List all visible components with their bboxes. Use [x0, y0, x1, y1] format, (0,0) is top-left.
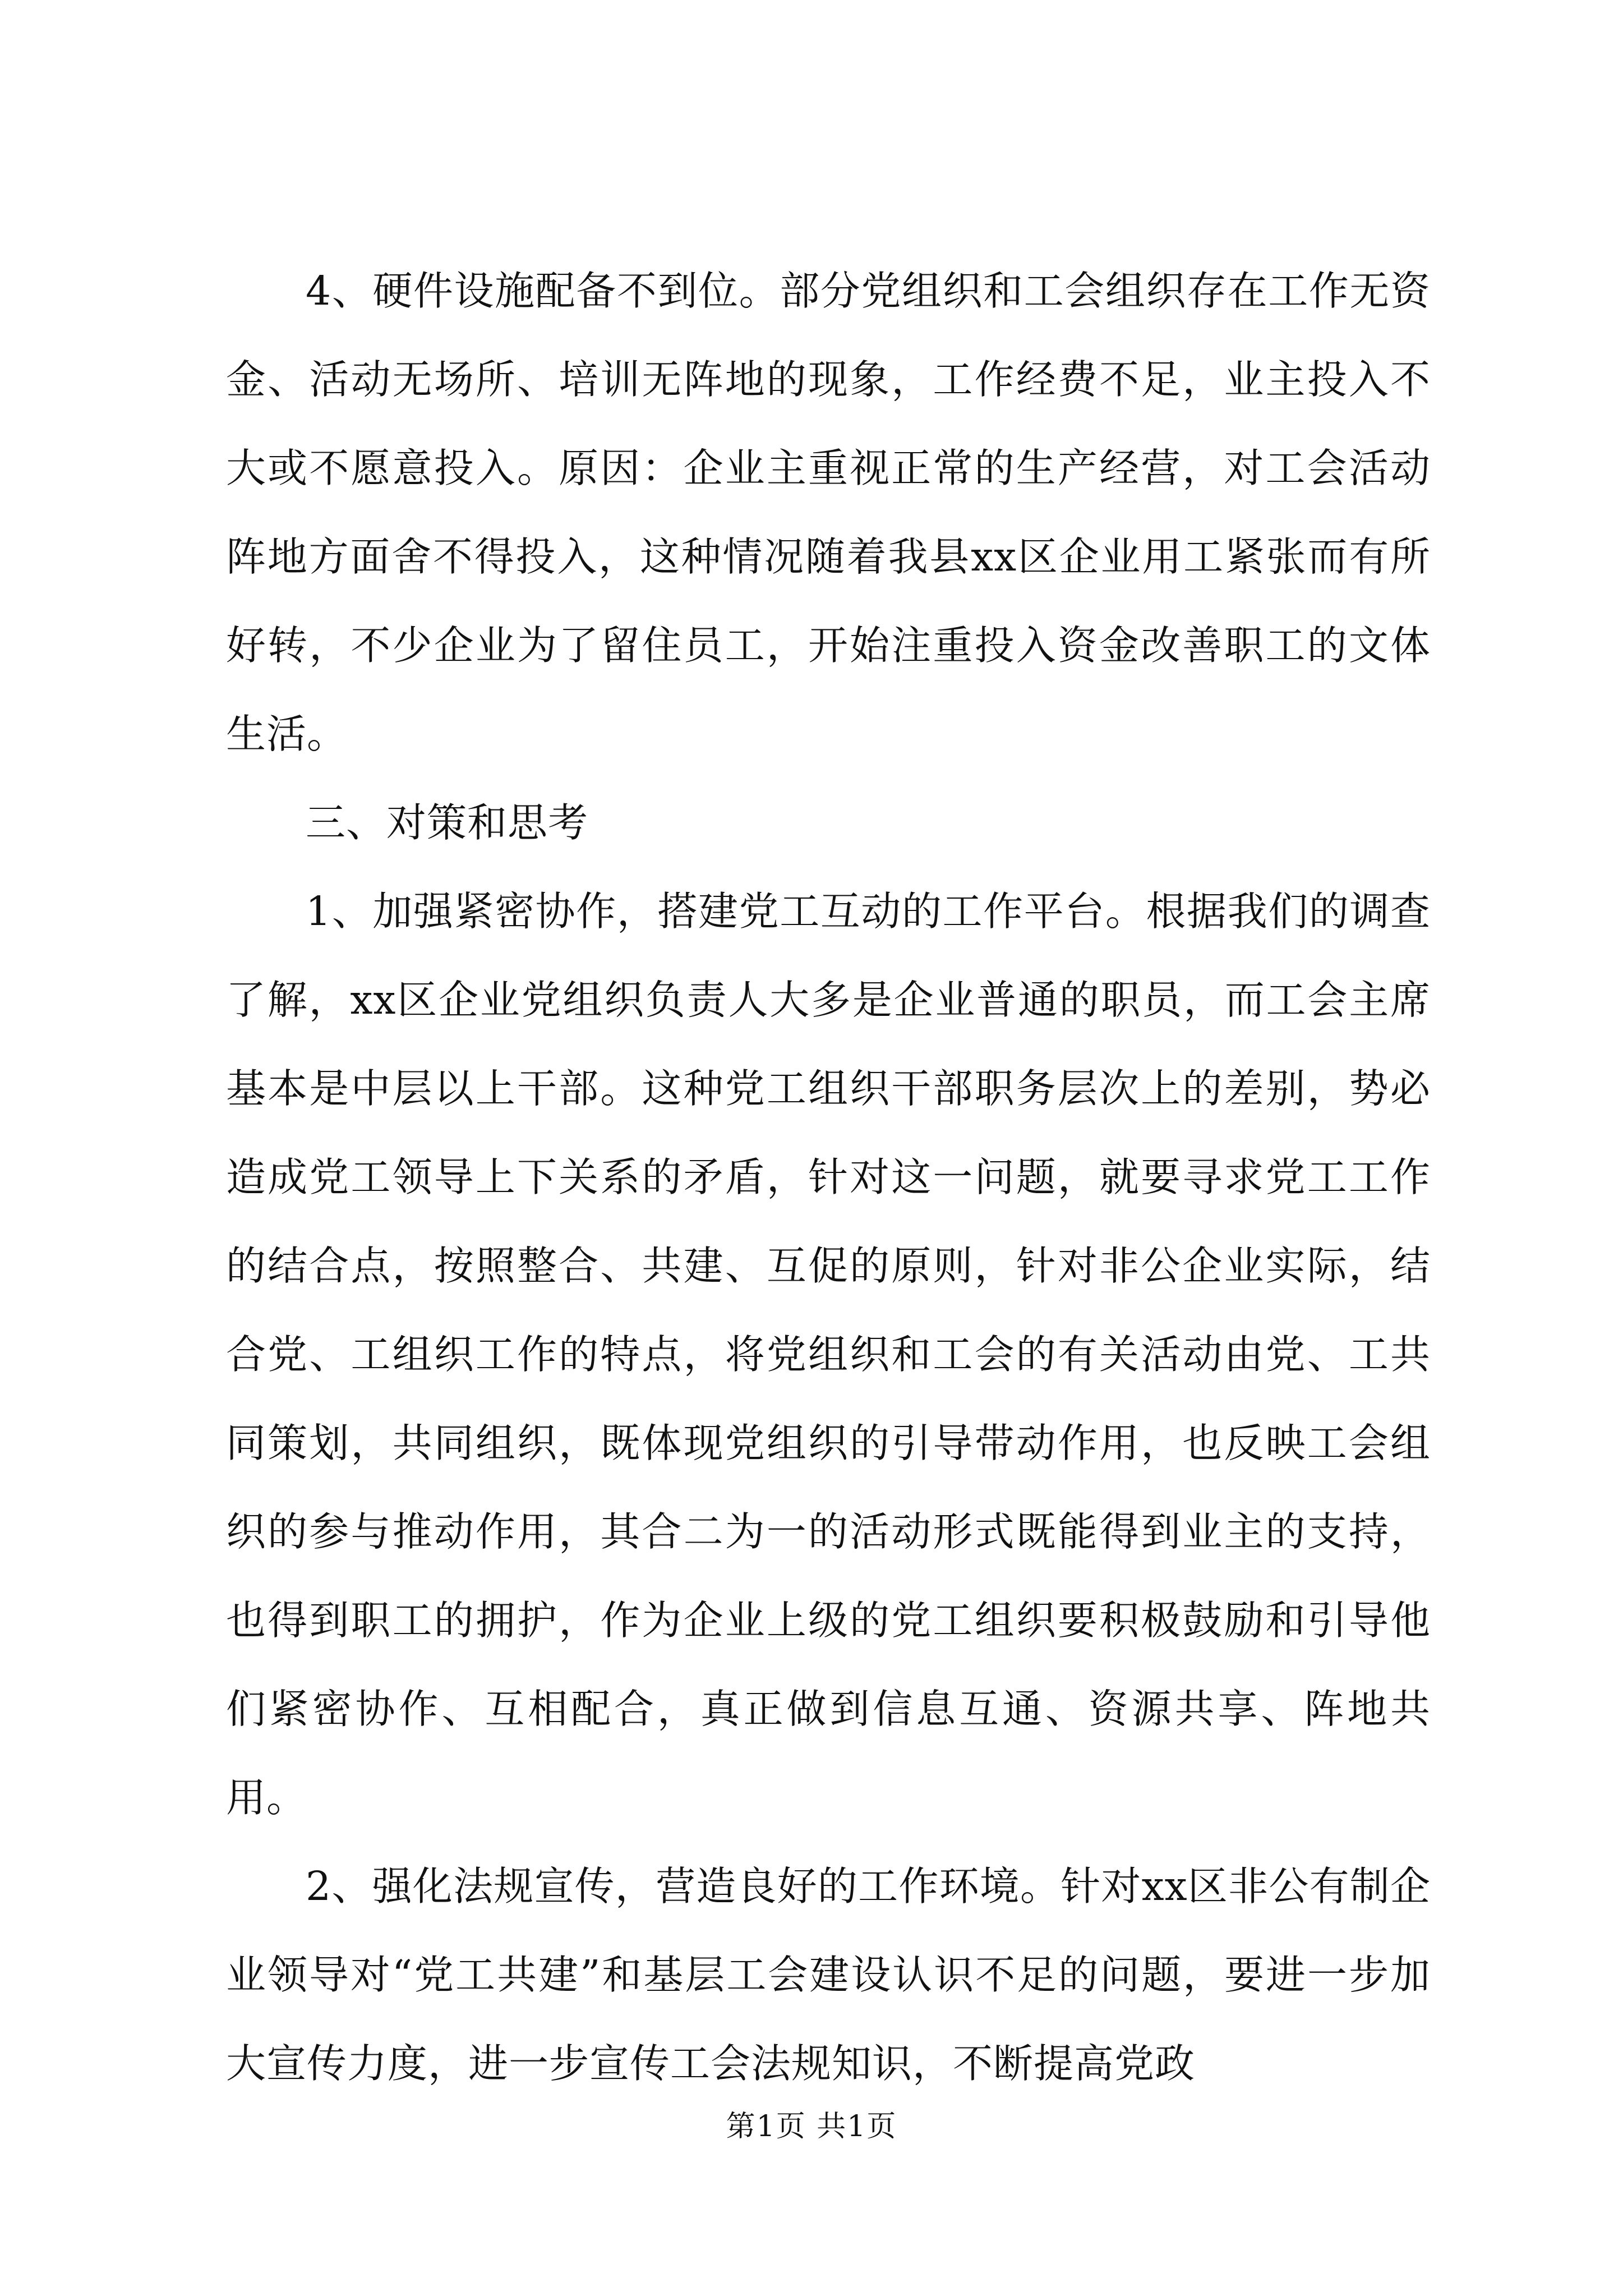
document-body: [226, 247, 1431, 2108]
paragraph-strengthen-publicity: 2、强化法规宣传，营造良好的工作环境。针对xx区非公有制企业领导对“党工共建”和基层工会建设认识不足的问题，要进一步加大宣传力度，进一步宣传工会法规知识，不断提高党政: [226, 1863, 1431, 2087]
paragraph-hardware-facilities: 4、硬件设施配备不到位。部分党组织和工会组织存在工作无资金、活动无场所、培训无阵地的现象，工作经费不足，业主投入不大或不愿意投入。原因：企业主重视正常的生产经营，对工会活动阵地方面舍不得投入，这种情况随着我县xx区企业用工紧张而有所好转，不少企业为了留住员工，开始注重投入资金改善职工的文体生活。: [226, 268, 1431, 757]
section-heading-countermeasures: 三、对策和思考: [306, 799, 589, 846]
page-footer: 第1页 共1页: [726, 2110, 897, 2143]
paragraph-strengthen-cooperation: 1、加强紧密协作，搭建党工互动的工作平台。根据我们的调查了解，xx区企业党组织负责人大多是企业普通的职员，而工会主席基本是中层以上干部。这种党工组织干部职务层次上的差别，势必造成党工领导上下关系的矛盾，针对这一问题，就要寻求党工工作的结合点，按照整合、共建、互促的原则，针对非公企业实际，结合党、工组织工作的特点，将党组织和工会的有关活动由党、工共同策划，共同组织，既体现党组织的引导带动作用，也反映工会组织的参与推动作用，其合二为一的活动形式既能得到业主的支持，也得到职工的拥护，作为企业上级的党工组织要积极鼓励和引导他们紧密协作、互相配合，真正做到信息互通、资源共享、阵地共用。: [226, 888, 1431, 1821]
